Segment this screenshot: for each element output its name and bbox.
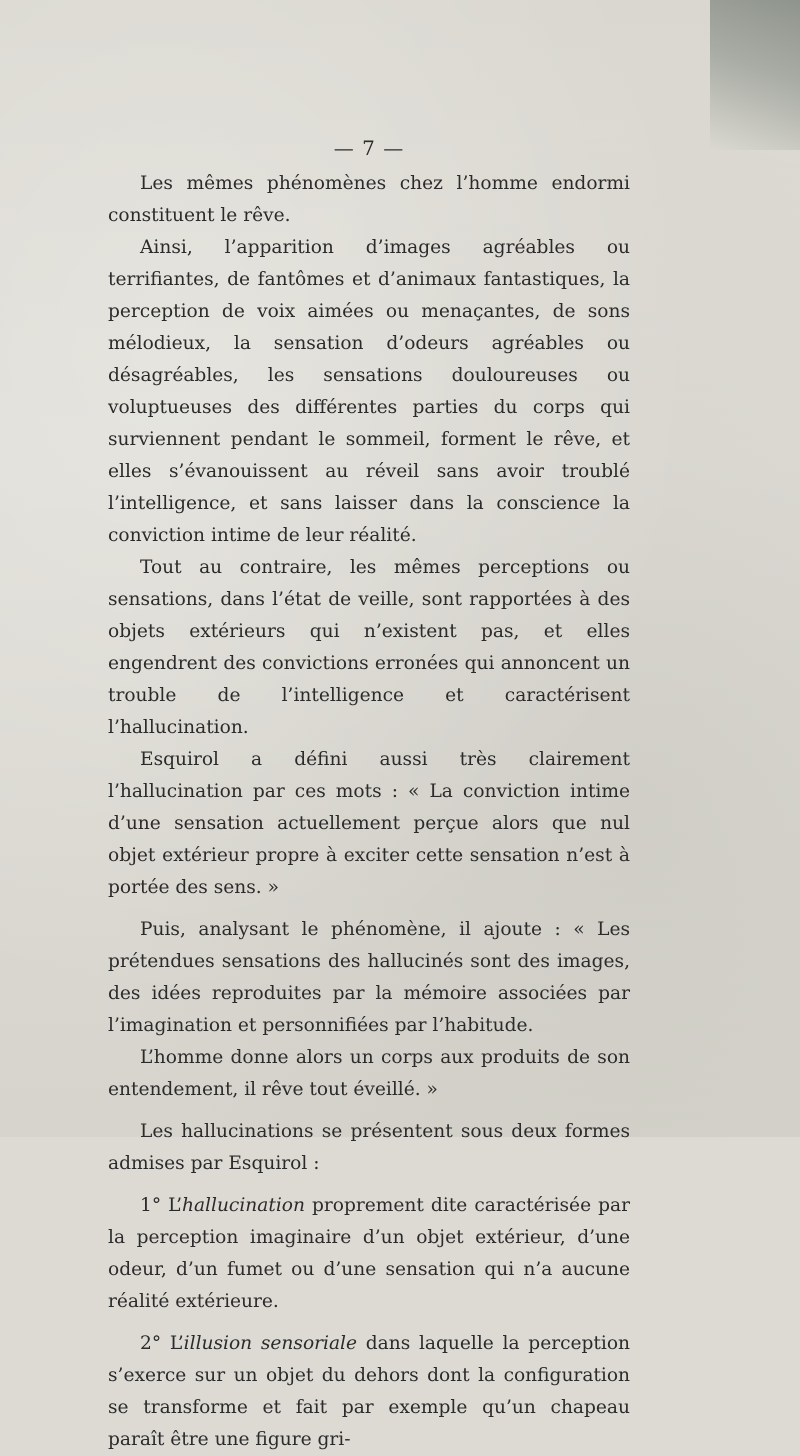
body-text bbox=[108, 128, 630, 1456]
list-item bbox=[108, 1190, 630, 1318]
page-number: — 7 — bbox=[333, 136, 405, 160]
list-item bbox=[108, 1328, 630, 1456]
paragraph: Les mêmes phénomènes chez l’homme endormi constituent le rêve. bbox=[108, 173, 630, 226]
list-item-text: dans laquelle la perception s’exerce sur un objet du dehors dont la configuration se transforme et fait par exemple qu’un chapeau paraît être une figure gri- bbox=[108, 1333, 630, 1450]
paragraph: Les hallucinations se présentent sous deux formes admises par Esquirol : bbox=[108, 1121, 630, 1174]
paragraph: Tout au contraire, les mêmes perceptions ou sensations, dans l’état de veille, sont rapportées à des objets extérieurs qui n’existent pas, et elles engendrent des convictions erronées qui annoncent un trouble de l’intelligence et caractérisent l’hallucination. bbox=[108, 557, 630, 738]
paragraph: L’homme donne alors un corps aux produits de son entendement, il rêve tout éveillé. » bbox=[108, 1047, 630, 1100]
list-item-term: illusion sensoriale bbox=[183, 1333, 358, 1354]
list-item-term: hallucination bbox=[182, 1195, 305, 1216]
page-corner-shadow bbox=[710, 0, 800, 150]
paragraph: Ainsi, l’apparition d’images agréables ou terrifiantes, de fantômes et d’animaux fantastiques, la perception de voix aimées ou menaçantes, de sons mélodieux, la sensation d’odeurs agréables ou désagréables, les sensations douloureuses ou voluptueuses des différentes parties du corps qui surviennent pendant le sommeil, forment le rêve, et elles s’évanouissent au réveil sans avoir troublé l’intelligence, et sans laisser dans la conscience la conviction intime de leur réalité. bbox=[108, 237, 630, 546]
list-item-prefix: 2° L’ bbox=[140, 1333, 184, 1354]
list-item-text: proprement dite caractérisée par la perception imaginaire d’un objet extérieur, d’une odeur, d’un fumet ou d’une sensation qui n’a aucune réalité extérieure. bbox=[108, 1195, 631, 1312]
paragraph: Puis, analysant le phénomène, il ajoute : « Les prétendues sensations des hallucinés sont des images, des idées reproduites par la mémoire associées par l’imagination et personnifiées par l’habitude. bbox=[108, 919, 630, 1036]
paragraph: Esquirol a défini aussi très clairement l’hallucination par ces mots : « La conviction intime d’une sensation actuellement perçue alors que nul objet extérieur propre à exciter cette sensation n’est à portée des sens. » bbox=[108, 749, 630, 898]
list-item-prefix: 1° L’ bbox=[140, 1195, 182, 1216]
